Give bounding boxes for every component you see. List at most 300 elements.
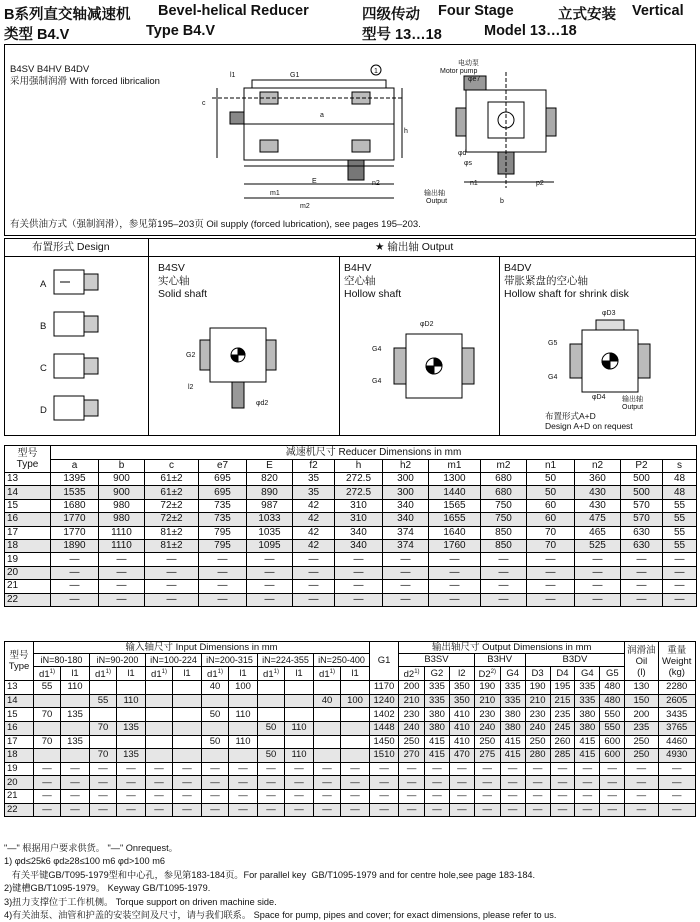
t2-cell: — [90,762,117,776]
t2-cell [117,708,146,722]
b4dv-output-cn: 输出轴 [622,396,643,403]
t2-cell: — [173,789,202,803]
t2-cell: — [341,803,370,817]
t2-cell: — [370,776,399,790]
t2-cell: 190 [474,681,500,695]
t2-cell: 335 [425,681,450,695]
t2-cell: 100 [229,681,258,695]
note-5: 4)有关油泵、油管和护盖的安装空间及尺寸，请与我们联系。 Space for pump, pipes and cover; for exact dimensions, please refer to us. [4,910,557,921]
t2-cell: — [575,762,600,776]
dim-G1: G1 [290,72,300,79]
t2-cell: 480 [600,694,625,708]
t1-cell: 735 [199,499,247,512]
t2-cell: — [474,762,500,776]
t2-cell [173,749,202,763]
t2-ratio-header: iN=200-315 [202,654,258,667]
t1-row-type: 20 [5,566,51,579]
t1-cell: 1655 [429,513,481,526]
motor-pump-en: Motor pump [440,68,478,75]
t2-cell: — [625,776,658,790]
t1-cell: 1770 [51,513,99,526]
t2-cell [90,735,117,749]
t1-cell: — [383,553,429,566]
t1-col-header: f2 [293,460,335,473]
t2-cell: 600 [600,735,625,749]
t2-cell: — [314,762,341,776]
table-row [5,681,696,695]
t2-cell: — [61,789,90,803]
t2-cell: — [550,803,575,817]
t2-ratio-header: iN=250-400 [314,654,370,667]
design-title: 布置形式 Design [32,241,110,253]
t2-cell: 240 [525,721,550,735]
t2-cell: 110 [61,681,90,695]
t1-cell: — [383,566,429,579]
t2-d1-header: d1$^{1)}$ [314,667,341,681]
input-output-dimensions-table [4,641,696,817]
t2-cell: — [146,762,173,776]
t2-cell: 135 [117,721,146,735]
t1-cell: 272.5 [335,473,383,486]
t2-cell [34,749,61,763]
t2-cell: 250 [625,749,658,763]
t1-cell: 300 [383,473,429,486]
t1-cell: — [293,566,335,579]
t2-cell [173,708,202,722]
t2-d1-header: d1$^{1)}$ [34,667,61,681]
t1-cell: 1300 [429,473,481,486]
t1-col-header: n1 [527,460,575,473]
b4dv-output-en: Output [622,404,644,411]
t1-cell: — [527,593,575,606]
t2-cell [258,708,285,722]
t2-cell [146,694,173,708]
t1-cell: — [429,580,481,593]
t1-col-header: a [51,460,99,473]
t2-cell: 250 [399,735,425,749]
table-row [5,499,697,512]
t1-cell: — [429,593,481,606]
t2-cell [34,694,61,708]
t2-cell: 335 [500,681,525,695]
t2-cell: 415 [500,735,525,749]
t2-out-col-header: G4 [500,667,525,681]
t1-cell: 35 [293,486,335,499]
t1-cell: 340 [335,526,383,539]
t2-cell: — [202,776,229,790]
t1-cell: 980 [99,499,145,512]
b4dv-D3: φD3 [602,310,616,317]
t2-cell: — [550,776,575,790]
t2-cell [229,694,258,708]
t1-cell: 750 [481,499,527,512]
t2-cell: 335 [575,694,600,708]
dim-c: c [202,100,206,107]
t2-cell: — [625,789,658,803]
t2-cell: — [399,789,425,803]
table-row [5,762,696,776]
t2-cell: — [425,803,450,817]
t2-cell: — [399,776,425,790]
t1-cell: — [481,580,527,593]
t2-cell: 480 [600,681,625,695]
output-title: ★ 输出轴 Output [375,241,454,253]
t2-cell: — [173,762,202,776]
t2-cell: 1402 [370,708,399,722]
table-row [5,593,697,606]
t2-cell: — [575,776,600,790]
t1-cell: 55 [663,499,697,512]
t1-cell: — [51,553,99,566]
t2-cell: 415 [500,749,525,763]
table-row [5,749,696,763]
t1-cell: — [247,580,293,593]
t1-cell: 42 [293,526,335,539]
t2-cell: 1240 [370,694,399,708]
t2-d1-header: d1$^{1)}$ [90,667,117,681]
t2-cell [173,735,202,749]
t2-cell: 1450 [370,735,399,749]
t2-ratio-header: iN=80-180 [34,654,90,667]
t2-cell: 4460 [658,735,696,749]
t2-cell: 380 [425,708,450,722]
t1-cell: — [199,566,247,579]
t2-cell: — [285,762,314,776]
t2-cell: — [525,762,550,776]
table-row [5,473,697,486]
t2-cell: — [258,762,285,776]
t2-cell [202,694,229,708]
t2-cell: — [285,789,314,803]
t2-row-type: 21 [5,789,34,803]
t2-cell [61,749,90,763]
t1-cell: — [575,566,621,579]
t1-cell: 340 [335,539,383,552]
output-en-top: Output [426,198,448,205]
t1-cell: — [51,566,99,579]
t2-cell: — [90,789,117,803]
t1-cell: 55 [663,513,697,526]
t2-cell: — [500,803,525,817]
t2-cell [314,721,341,735]
t1-cell: 48 [663,473,697,486]
t2-cell [314,681,341,695]
t1-cell: — [575,580,621,593]
t1-cell: 1033 [247,513,293,526]
t1-cell: — [383,580,429,593]
t1-cell: — [481,593,527,606]
t2-cell: 210 [399,694,425,708]
t2-cell: 3435 [658,708,696,722]
t1-cell: 310 [335,499,383,512]
model-en: Model 13…18 [484,23,577,39]
type-en: Type B4.V [146,23,216,39]
t2-out-col-header: G5 [600,667,625,681]
table-row [5,708,696,722]
motor-pump-cn: 电动泵 [458,60,479,67]
t2-row-type: 18 [5,749,34,763]
t2-cell: — [90,776,117,790]
t2-cell: 260 [550,735,575,749]
t2-cell: 50 [258,749,285,763]
t2-cell: — [449,776,474,790]
t2-cell: — [625,762,658,776]
t1-cell: — [99,593,145,606]
t2-cell: 50 [258,721,285,735]
b4sv-G2: G2 [186,352,196,359]
t2-d1-header: d1$^{1)}$ [202,667,229,681]
t2-out-col-header: G2 [425,667,450,681]
t2-cell [314,708,341,722]
t2-cell: — [550,789,575,803]
title-en: Bevel-helical Reducer [158,3,309,19]
t2-cell: — [425,762,450,776]
t1-cell: 1640 [429,526,481,539]
t1-cell: 900 [99,486,145,499]
t2-cell: 550 [600,708,625,722]
t2-output-header: 输出轴尺寸 Output Dimensions in mm [399,642,625,654]
t1-col-header: n2 [575,460,621,473]
t1-cell: — [429,566,481,579]
t2-cell: — [117,762,146,776]
t2-cell [173,721,202,735]
t2-cell: 1448 [370,721,399,735]
t2-cell: 40 [314,694,341,708]
t1-cell: 735 [199,513,247,526]
t2-cell: 350 [449,694,474,708]
t2-cell [258,735,285,749]
t2-cell [285,735,314,749]
t2-cell: — [600,776,625,790]
t1-cell: — [621,553,663,566]
t2-cell: 410 [449,708,474,722]
t1-cell: 42 [293,499,335,512]
t2-row-type: 19 [5,762,34,776]
t2-out-col-header: G4 [575,667,600,681]
t1-cell: — [575,553,621,566]
t1-cell: 1110 [99,539,145,552]
type-cn: 类型 B4.V [4,27,70,43]
table-row [5,694,696,708]
t2-cell: 110 [285,721,314,735]
t1-cell: 81±2 [145,539,199,552]
t1-cell: — [335,553,383,566]
t1-cell: 695 [199,486,247,499]
t1-cell: 850 [481,539,527,552]
layout-divider-2 [339,257,340,436]
t1-cell: — [247,566,293,579]
b4sv-code: B4SV [158,262,185,274]
table-row [5,566,697,579]
t1-cell: 374 [383,526,429,539]
t2-cell: — [229,789,258,803]
t2-d1-header: d1$^{1)}$ [258,667,285,681]
t1-cell: 525 [575,539,621,552]
t1-cell: 1110 [99,526,145,539]
t2-cell: 130 [625,681,658,695]
t2-cell: 4930 [658,749,696,763]
t2-cell: — [474,776,500,790]
t2-cell: 100 [341,694,370,708]
t2-cell: — [146,803,173,817]
t2-cell: 70 [34,708,61,722]
t1-cell: — [663,566,697,579]
t2-cell [173,694,202,708]
t1-cell: — [247,553,293,566]
t1-cell: 1395 [51,473,99,486]
dim-p2: p2 [536,180,544,187]
t1-col-header: h2 [383,460,429,473]
t1-cell: — [51,580,99,593]
t1-cell: — [145,580,199,593]
t2-cell [258,694,285,708]
t2-cell: 550 [600,721,625,735]
t1-cell: 272.5 [335,486,383,499]
t2-cell: 235 [625,721,658,735]
table-row [5,735,696,749]
table-row [5,580,697,593]
position-B: B [40,321,47,332]
t1-cell: 1535 [51,486,99,499]
title-cn: B系列直交轴减速机 [4,7,131,23]
t2-cell: — [146,789,173,803]
t2-cell: — [425,776,450,790]
t1-cell: 42 [293,513,335,526]
t2-cell: — [575,803,600,817]
t2-cell: 70 [34,735,61,749]
t1-cell: 500 [621,473,663,486]
t1-cell: — [199,580,247,593]
t1-row-type: 19 [5,553,51,566]
t2-cell [341,735,370,749]
t2-cell: — [34,803,61,817]
t2-cell: — [229,803,258,817]
t2-cell: 335 [500,694,525,708]
t1-row-type: 13 [5,473,51,486]
dim-b: b [500,198,504,205]
t1-cell: — [99,553,145,566]
t2-cell [61,694,90,708]
types-label: B4SV B4HV B4DV [10,64,90,75]
t1-cell: — [335,566,383,579]
t1-cell: — [429,553,481,566]
t1-cell: 70 [527,539,575,552]
t2-cell: 110 [285,749,314,763]
t1-col-header: m2 [481,460,527,473]
t2-cell: 135 [61,735,90,749]
t1-cell: 70 [527,526,575,539]
t2-cell: — [285,776,314,790]
t1-cell: — [575,593,621,606]
t1-row-type: 17 [5,526,51,539]
t2-header-row-2 [5,654,696,667]
dim-E: E [312,178,317,185]
t2-cell: 200 [399,681,425,695]
t2-out-col-header: D3 [525,667,550,681]
t2-ratio-header: iN=90-200 [90,654,146,667]
t2-cell: — [202,789,229,803]
b4hv-drawing [384,326,484,406]
dim-h: h [404,128,408,135]
t1-cell: 42 [293,539,335,552]
t1-cell: — [527,566,575,579]
t2-cell: — [449,789,474,803]
t2-cell [258,681,285,695]
note-3: 2)键槽GB/T1095-1979。 Keyway GB/T1095-1979. [4,883,211,894]
t2-cell: 235 [550,708,575,722]
t2-ratio-header: iN=100-224 [146,654,202,667]
t2-cell: 250 [474,735,500,749]
t2-cell: — [314,776,341,790]
t2-out-group-b3hv: B3HV [474,654,525,667]
t2-cell: 270 [399,749,425,763]
t1-cell: — [99,580,145,593]
t2-input-header: 输入轴尺寸 Input Dimensions in mm [34,642,370,654]
t2-cell: — [258,803,285,817]
t2-row-type: 16 [5,721,34,735]
t2-cell: — [658,789,696,803]
t2-cell: 190 [525,681,550,695]
t2-cell [146,721,173,735]
t2-cell [341,681,370,695]
t2-cell: 55 [90,694,117,708]
t2-cell [341,708,370,722]
t2-cell: — [258,776,285,790]
t1-cell: 55 [663,539,697,552]
t2-cell: — [525,776,550,790]
t1-cell: 980 [99,513,145,526]
t2-cell: 1510 [370,749,399,763]
t1-cell: 374 [383,539,429,552]
t2-cell: — [117,776,146,790]
t2-cell [173,681,202,695]
b4hv-G4a: G4 [372,346,382,353]
t2-cell: — [173,803,202,817]
svg-text:1: 1 [374,68,378,75]
t2-cell: 3765 [658,721,696,735]
b4dv-drawing [560,318,660,402]
t2-cell [285,708,314,722]
t1-cell: 695 [199,473,247,486]
t2-cell: 240 [399,721,425,735]
t2-cell [229,721,258,735]
t2-cell [341,721,370,735]
t2-row-type: 13 [5,681,34,695]
t2-row-type: 15 [5,708,34,722]
b4dv-G4: G4 [548,374,558,381]
t2-cell: 135 [61,708,90,722]
t2-cell: 195 [550,681,575,695]
t2-cell: 2280 [658,681,696,695]
t2-cell: 380 [425,721,450,735]
t1-cell: 360 [575,473,621,486]
t2-d1-header: d1$^{1)}$ [146,667,173,681]
t1-row-type: 18 [5,539,51,552]
t2-cell: — [34,789,61,803]
t2-cell: 2605 [658,694,696,708]
t1-cell: 1760 [429,539,481,552]
t2-cell: 380 [575,721,600,735]
t1-cell: — [527,580,575,593]
t2-cell: 200 [625,708,658,722]
t1-cell: — [335,593,383,606]
lubrication-label: 采用强制润滑 With forced libricalion [10,76,160,87]
t1-cell: 35 [293,473,335,486]
t2-cell: — [34,776,61,790]
b4dv-note-en: Design A+D on request [545,421,633,431]
t1-cell: 500 [621,486,663,499]
dim-m2: m2 [300,203,310,210]
